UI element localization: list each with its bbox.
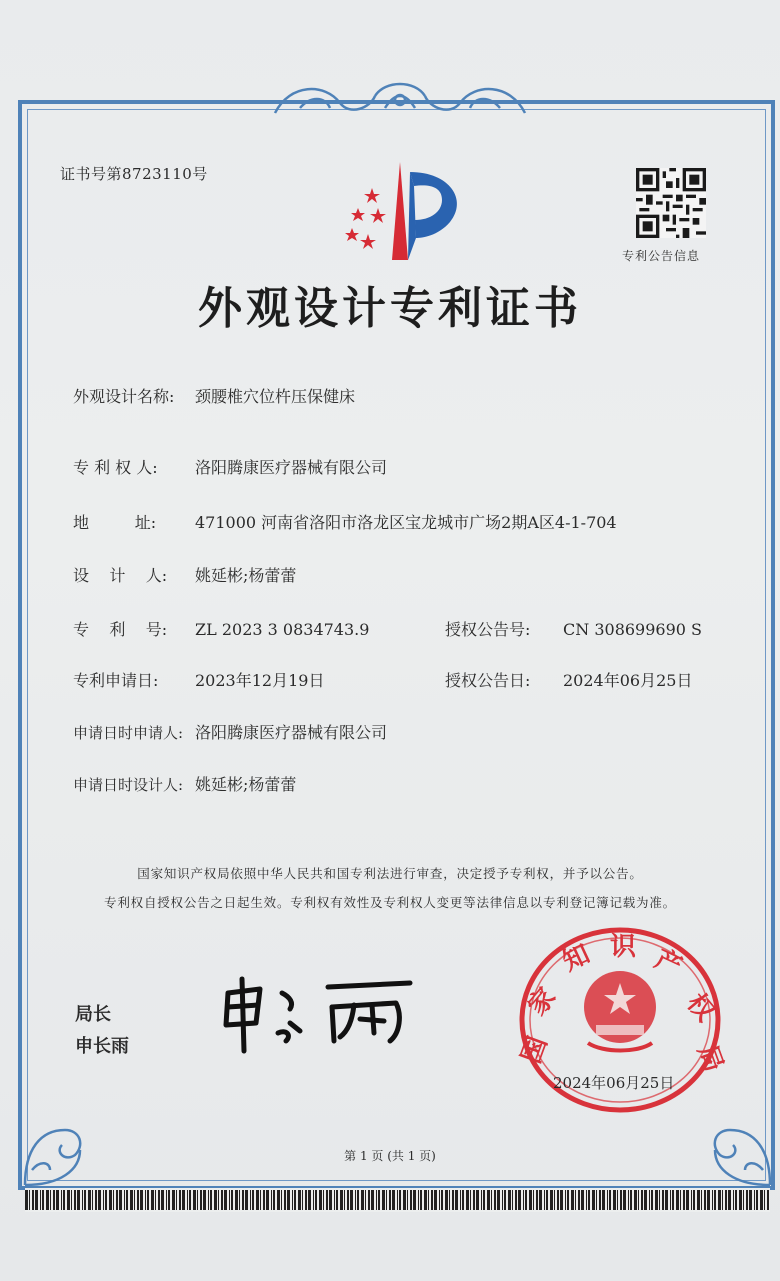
signature-icon [220,975,420,1055]
barcode-strip-icon [25,1188,770,1212]
svg-text:家: 家 [522,982,563,1022]
svg-text:权: 权 [680,988,721,1028]
field-patentee [73,455,387,478]
page-number: 第 1 页 (共 1 页) [344,1149,436,1163]
svg-text:知: 知 [558,939,595,978]
svg-text:国: 国 [516,1032,554,1068]
field-value: 姚延彬;杨蕾蕾 [195,775,297,794]
cnipa-logo-icon [330,160,470,265]
field-label: 授权公告号: [445,620,531,639]
field-label: 外观设计名称: [73,387,175,406]
field-label: 申请日时申请人: [73,724,184,742]
field-value: 洛阳腾康医疗器械有限公司 [195,723,388,742]
field-label: 授权公告日: [445,671,531,690]
notice-line-2: 专利权自授权公告之日起生效。专利权有效性及专利权人变更等法律信息以专利登记簿记载为准。 [104,895,676,910]
qr-label: 专利公告信息 [622,249,701,263]
field-grant-pub-no [445,617,702,640]
field-grant-pub-date [445,668,692,691]
field-label: 地 址: [73,513,157,532]
page-title: 外观设计专利证书 [198,283,582,334]
notice-line-1: 国家知识产权局依照中华人民共和国专利法进行审查，决定授予专利权，并予以公告。 [137,866,643,881]
certificate-number: 证书号第8723110号 [60,165,208,183]
field-designer-at-filing [73,772,296,795]
field-applicant-at-filing [73,720,387,743]
field-label: 专 利 权 人: [73,458,158,477]
field-label: 专利申请日: [73,671,159,690]
field-value: 颈腰椎穴位杵压保健床 [195,387,356,406]
field-value: 2023年12月19日 [195,671,325,690]
director-name: 申长雨 [75,1036,129,1057]
field-label: 专 利 号: [73,620,168,639]
field-address [73,510,617,533]
svg-text:局: 局 [691,1041,729,1076]
svg-text:产: 产 [650,944,687,983]
field-value: 471000 河南省洛阳市洛龙区宝龙城市广场2期A区4-1-704 [195,513,617,532]
qr-code-icon[interactable] [636,168,706,238]
field-value: 2024年06月25日 [563,671,693,690]
svg-text:识: 识 [610,932,637,962]
field-value: CN 308699690 S [563,620,702,639]
field-patent-no [73,617,369,640]
field-designer [73,563,296,586]
corner-ornament-bottom-left-icon [20,1100,110,1190]
field-design-name [73,384,355,407]
seal-date: 2024年06月25日 [553,1074,675,1092]
field-label: 设 计 人: [73,566,168,585]
field-value: 姚延彬;杨蕾蕾 [195,566,297,585]
top-ornament-icon [270,78,530,123]
field-filing-date [73,668,324,691]
field-label: 申请日时设计人: [73,776,184,794]
field-value: ZL 2023 3 0834743.9 [195,620,370,639]
field-value: 洛阳腾康医疗器械有限公司 [195,458,388,477]
director-title: 局长 [75,1004,111,1025]
